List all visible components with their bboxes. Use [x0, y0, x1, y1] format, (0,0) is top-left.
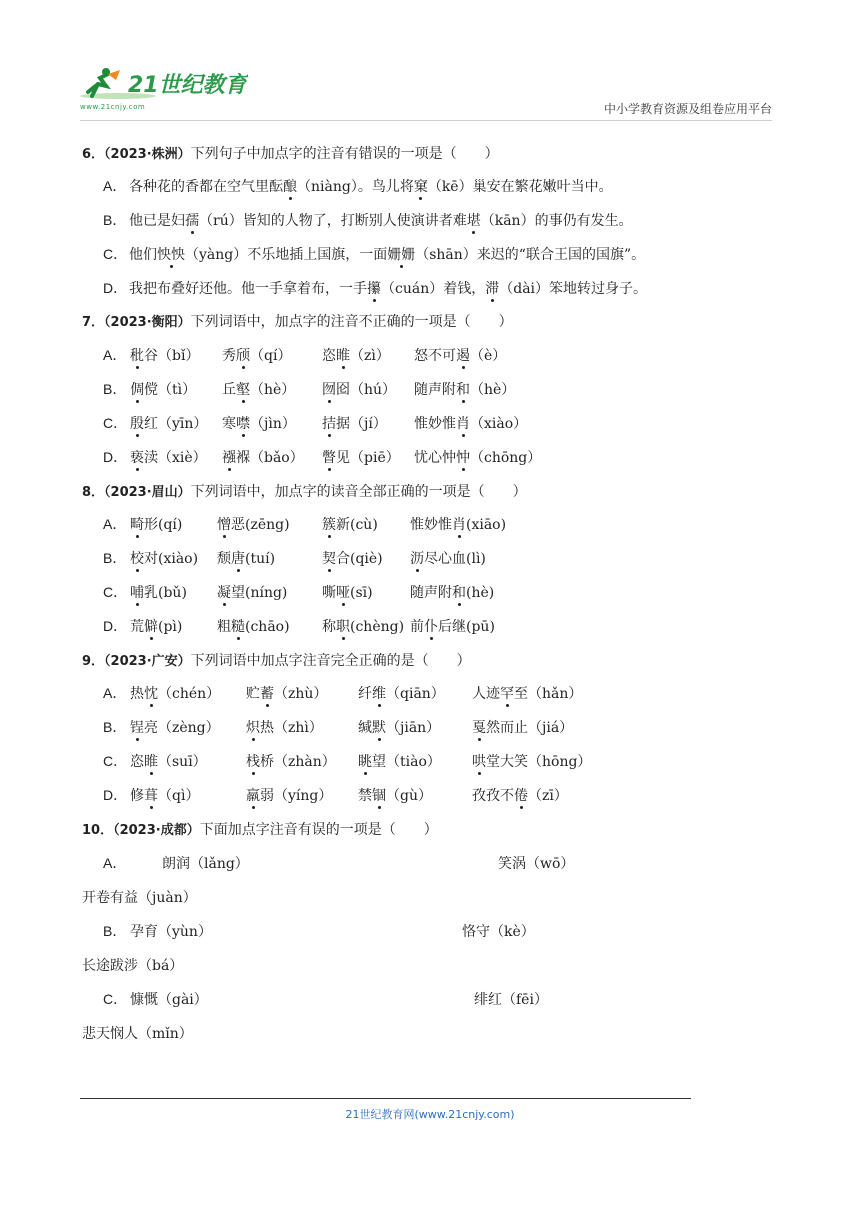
dotted-char: 遏 — [456, 345, 470, 365]
dotted-char: 秕 — [130, 345, 144, 365]
dotted-char: 亵 — [130, 447, 144, 467]
question-number: 6． — [82, 147, 105, 162]
word-option — [414, 345, 506, 365]
dotted-char: 戛 — [472, 717, 486, 737]
text: 傥（tì） — [144, 382, 197, 398]
word-option — [222, 379, 295, 399]
option-label: B． — [103, 550, 127, 566]
text: （kē）巢安在繁花嫩叶当中。 — [427, 179, 613, 195]
header-divider — [80, 120, 772, 121]
q6-option-c[interactable] — [103, 244, 645, 264]
dotted-char: 攥 — [367, 278, 381, 298]
q6-option-d[interactable] — [103, 278, 647, 298]
text: （hè） — [250, 382, 296, 398]
word-option — [358, 717, 440, 737]
text: (chèng) — [350, 619, 405, 635]
dotted-char: 簇 — [322, 514, 336, 534]
text: （jiān） — [386, 720, 441, 736]
question-7 — [82, 311, 513, 331]
q7-option-a[interactable] — [103, 345, 129, 365]
text: （qí） — [250, 348, 292, 364]
runner-logo-icon — [78, 66, 248, 102]
text: （qiān） — [386, 686, 445, 702]
q9-option-d[interactable] — [103, 785, 129, 805]
dotted-char: 堪 — [467, 210, 481, 230]
text: 秀 — [222, 348, 236, 364]
word-option — [217, 616, 290, 636]
dotted-char: 襁 — [222, 447, 236, 467]
q10-b-word-1: 孕育（yùn） — [130, 924, 212, 940]
dotted-char: 壑 — [236, 379, 250, 399]
text: 惟妙惟 — [410, 517, 452, 533]
q6-option-a[interactable] — [103, 176, 613, 196]
q10-c-word-3: 悲天悯人（mǐn） — [82, 1026, 193, 1042]
dotted-char: 畸 — [130, 514, 144, 534]
text: 热 — [130, 686, 144, 702]
q8-option-b[interactable] — [103, 548, 129, 568]
question-number: 7． — [82, 315, 105, 330]
q9-option-c[interactable] — [103, 751, 129, 771]
q9-option-b[interactable] — [103, 717, 129, 737]
q10-c-word-1: 慷慨（gài） — [130, 992, 208, 1008]
q10-option-b[interactable] — [103, 921, 129, 941]
text: 我把布叠好还他。他一手拿着布，一手 — [129, 281, 367, 297]
dotted-char: 哺 — [130, 582, 144, 602]
dotted-char: 拮 — [322, 413, 336, 433]
dotted-char: 锃 — [130, 717, 144, 737]
option-label: B． — [103, 719, 127, 735]
dotted-char: 噤 — [236, 413, 250, 433]
question-stem: 下面加点字注音有误的一项是（ ） — [199, 822, 438, 838]
text: （zī） — [528, 788, 568, 804]
option-label: B． — [103, 923, 127, 939]
dotted-char: 姗姗 — [387, 244, 415, 264]
word-option — [358, 683, 445, 703]
text: (sī) — [350, 585, 373, 601]
word-option — [472, 751, 591, 771]
dotted-char: 糙 — [231, 616, 245, 636]
text: 尽心血(lì) — [424, 551, 486, 567]
word-option — [130, 345, 199, 365]
text: 形(qí) — [144, 517, 183, 533]
word-option — [130, 413, 207, 433]
text: 囵（hú） — [336, 382, 397, 398]
q8-option-a[interactable] — [103, 514, 129, 534]
dotted-char: 倜 — [130, 379, 144, 399]
dotted-char: 肖 — [452, 514, 466, 534]
text: 望（tiào） — [372, 754, 441, 770]
text: （suī） — [158, 754, 207, 770]
question-number: 9． — [82, 654, 105, 669]
text: （è） — [470, 348, 507, 364]
option-label: A． — [103, 347, 127, 363]
dotted-char: 炽 — [246, 717, 260, 737]
text: （jìn） — [250, 416, 296, 432]
word-option — [410, 616, 495, 636]
word-option — [472, 785, 568, 805]
question-source: （2023·眉山） — [104, 485, 191, 500]
word-option — [217, 582, 287, 602]
question-source: （2023·株洲） — [104, 147, 191, 162]
dotted-char: 颀 — [236, 345, 250, 365]
dotted-char: 契 — [322, 548, 336, 568]
word-option — [322, 548, 383, 568]
option-label: C． — [103, 753, 128, 769]
q10-option-c[interactable] — [103, 989, 129, 1009]
text: 孜孜不 — [472, 788, 514, 804]
question-stem: 下列句子中加点字的注音有错误的一项是（ ） — [190, 146, 499, 162]
text: 乳(bǔ) — [144, 585, 187, 601]
q10-c-word-2: 绯红（fēi） — [474, 992, 548, 1008]
q9-option-a[interactable] — [103, 683, 129, 703]
q10-b-word-2: 恪守（kè） — [462, 924, 535, 940]
dotted-char: 忡 — [456, 447, 470, 467]
dotted-char: 怏怏 — [157, 244, 185, 264]
word-option — [130, 447, 207, 467]
dotted-char: 羸 — [246, 785, 260, 805]
option-label: D． — [103, 280, 128, 296]
question-stem: 下列词语中加点字注音完全正确的是（ ） — [190, 653, 471, 669]
word-option — [410, 582, 494, 602]
text: (hè) — [466, 585, 495, 601]
dotted-char: 蓄 — [260, 683, 274, 703]
word-option — [414, 379, 515, 399]
dotted-char: 仆 — [424, 616, 438, 636]
dotted-char: 沥 — [410, 548, 424, 568]
text: 对(xiào) — [144, 551, 199, 567]
dotted-char: 锢 — [372, 785, 386, 805]
text: 称 — [322, 619, 336, 635]
question-8 — [82, 481, 527, 501]
word-option — [222, 413, 296, 433]
word-option — [322, 582, 373, 602]
dotted-char: 窠 — [414, 176, 428, 196]
dotted-char: 眺 — [358, 751, 372, 771]
q10-option-a[interactable] — [103, 853, 129, 873]
dotted-char: 哑 — [336, 582, 350, 602]
text: 至（hǎn） — [514, 686, 583, 702]
question-9 — [82, 650, 471, 670]
text: （chōng） — [470, 450, 542, 466]
text: 合(qiè) — [336, 551, 383, 567]
text: 谷（bǐ） — [144, 348, 200, 364]
option-label: D． — [103, 449, 128, 465]
text: 桥（zhàn） — [260, 754, 336, 770]
option-label: D． — [103, 618, 128, 634]
text: 缄 — [358, 720, 372, 736]
text: （kān）的事仍有发生。 — [480, 213, 633, 229]
footer-divider — [80, 1098, 691, 1099]
word-option — [472, 683, 582, 703]
word-option — [410, 548, 486, 568]
text: （niàng）。鸟儿将 — [297, 179, 414, 195]
text: 各种花的香都在空气里酝 — [129, 179, 283, 195]
question-source: （2023·成都） — [113, 823, 200, 838]
text: 渎（xiè） — [144, 450, 207, 466]
q10-b-word-3: 长途跋涉（bá） — [82, 958, 184, 974]
text: 粗 — [217, 619, 231, 635]
text: 修 — [130, 788, 144, 804]
text: (xiāo) — [466, 517, 507, 533]
dotted-char: 瞥 — [322, 447, 336, 467]
text: （cuán）着钱， — [381, 281, 486, 297]
text: 人迹 — [472, 686, 500, 702]
text: 恣 — [130, 754, 144, 770]
dotted-char: 孺 — [185, 210, 199, 230]
footer-link[interactable]: 21世纪教育网(www.21cnjy.com) — [345, 1108, 515, 1121]
question-source: （2023·衡阳） — [104, 315, 191, 330]
text: 堂大笑（hōng） — [486, 754, 592, 770]
text: 他已是妇 — [129, 213, 185, 229]
text: （chén） — [158, 686, 221, 702]
word-option — [217, 514, 290, 534]
dotted-char: 哄 — [472, 751, 486, 771]
dotted-char: 罕 — [500, 683, 514, 703]
dotted-char: 凝 — [217, 582, 231, 602]
q7-option-c[interactable] — [103, 413, 129, 433]
text: 然而止（jiá） — [486, 720, 574, 736]
word-option — [322, 413, 387, 433]
text: （dài）笨地转过身子。 — [499, 281, 648, 297]
text: 纤 — [358, 686, 372, 702]
text: 寒 — [222, 416, 236, 432]
option-label: A． — [103, 178, 127, 194]
word-option — [410, 514, 506, 534]
dotted-char: 肖 — [456, 413, 470, 433]
word-option — [130, 548, 198, 568]
dotted-char: 唐 — [231, 548, 245, 568]
q10-a-word-2: 笑涡（wō） — [498, 856, 575, 872]
question-number: 10． — [82, 823, 114, 838]
option-label: B． — [103, 212, 127, 228]
dotted-char: 倦 — [514, 785, 528, 805]
word-option — [130, 785, 199, 805]
word-option — [246, 683, 327, 703]
option-label: B． — [103, 381, 127, 397]
option-label: A． — [103, 685, 127, 701]
word-option — [130, 582, 187, 602]
word-option — [246, 785, 332, 805]
text: 荒 — [130, 619, 144, 635]
text: （xiào） — [470, 416, 528, 432]
q8-option-d[interactable] — [103, 616, 129, 636]
word-option — [130, 717, 220, 737]
question-6 — [82, 143, 499, 163]
dotted-char: 憎 — [217, 514, 231, 534]
text: (pì) — [158, 619, 183, 635]
text: 怒不可 — [414, 348, 456, 364]
word-option — [222, 345, 291, 365]
text: （yàng）不乐地插上国旗，一面 — [185, 247, 388, 263]
text: 新(cù) — [336, 517, 378, 533]
question-source: （2023·广安） — [104, 654, 191, 669]
option-label: C． — [103, 584, 128, 600]
question-10 — [82, 819, 438, 839]
dotted-char: 校 — [130, 548, 144, 568]
word-option — [358, 785, 432, 805]
text: 恶(zēng) — [231, 517, 290, 533]
svg-text:21世纪教育: 21世纪教育 — [128, 73, 247, 98]
word-option — [414, 413, 527, 433]
word-option — [322, 514, 378, 534]
text: 望(níng) — [231, 585, 288, 601]
text: 弱（yíng） — [260, 788, 333, 804]
text: 禁 — [358, 788, 372, 804]
word-option — [217, 548, 275, 568]
option-label: C． — [103, 415, 128, 431]
question-stem: 下列词语中，加点字的注音不正确的一项是（ ） — [190, 314, 513, 330]
word-option — [130, 683, 220, 703]
text: （zì） — [350, 348, 390, 364]
q7-option-b[interactable] — [103, 379, 129, 399]
option-label: A． — [103, 855, 127, 871]
dotted-char: 默 — [372, 717, 386, 737]
dotted-char: 和 — [452, 582, 466, 602]
dotted-char: 酿 — [283, 176, 297, 196]
dotted-char: 殷 — [130, 413, 144, 433]
text: 随声附 — [414, 382, 456, 398]
text: （qì） — [158, 788, 200, 804]
word-option — [322, 379, 396, 399]
word-option — [246, 717, 323, 737]
text: （zhù） — [274, 686, 328, 702]
option-label: C． — [103, 991, 128, 1007]
option-label: C． — [103, 246, 128, 262]
option-label: D． — [103, 787, 128, 803]
dotted-char: 栈 — [246, 751, 260, 771]
word-option — [358, 751, 441, 771]
word-option — [322, 447, 400, 467]
text: 丘 — [222, 382, 236, 398]
dotted-char: 和 — [456, 379, 470, 399]
text: 前 — [410, 619, 424, 635]
text: 随声附 — [410, 585, 452, 601]
text: 贮 — [246, 686, 260, 702]
q10-a-word-3: 开卷有益（juàn） — [82, 890, 197, 906]
word-option — [130, 751, 207, 771]
text: 见（piē） — [336, 450, 400, 466]
q10-a-word-1: 朗润（lǎng） — [162, 856, 249, 872]
word-option — [130, 514, 182, 534]
header-platform-name: 中小学教育资源及组卷应用平台 — [603, 102, 772, 116]
text: 嘶 — [322, 585, 336, 601]
text: 亮（zèng） — [144, 720, 220, 736]
word-option — [222, 447, 304, 467]
text: (tuí) — [245, 551, 276, 567]
dotted-char: 忱 — [144, 683, 158, 703]
word-option — [130, 616, 182, 636]
word-option — [414, 447, 541, 467]
word-option — [322, 345, 390, 365]
word-option — [322, 616, 404, 636]
dotted-char: 维 — [372, 683, 386, 703]
logo-url: www.21cnjy.com — [80, 103, 146, 111]
dotted-char: 职 — [336, 616, 350, 636]
text: 他们 — [129, 247, 157, 263]
dotted-char: 囫 — [322, 379, 336, 399]
text: 忧心忡 — [414, 450, 456, 466]
text: 恣 — [322, 348, 336, 364]
text: （hè） — [470, 382, 516, 398]
dotted-char: 睢 — [144, 751, 158, 771]
dotted-char: 睢 — [336, 345, 350, 365]
question-number: 8． — [82, 485, 105, 500]
q6-option-b[interactable] — [103, 210, 633, 230]
text: 颓 — [217, 551, 231, 567]
text: （gù） — [386, 788, 432, 804]
text: (chāo) — [245, 619, 290, 635]
question-stem: 下列词语中，加点字的读音全部正确的一项是（ ） — [190, 484, 527, 500]
dotted-char: 滞 — [485, 278, 499, 298]
text: 据（jí） — [336, 416, 387, 432]
dotted-char: 僻 — [144, 616, 158, 636]
word-option — [472, 717, 573, 737]
option-label: A． — [103, 516, 127, 532]
text: （rú）皆知的人物了，打断别人使演讲者难 — [199, 213, 467, 229]
text: 惟妙惟 — [414, 416, 456, 432]
text: 褓（bǎo） — [236, 450, 304, 466]
text: （shān）来迟的“联合王国的国旗”。 — [415, 247, 646, 263]
q7-option-d[interactable] — [103, 447, 129, 467]
word-option — [246, 751, 336, 771]
text: 后继(pū) — [438, 619, 495, 635]
q8-option-c[interactable] — [103, 582, 129, 602]
word-option — [130, 379, 196, 399]
text: 热（zhì） — [260, 720, 323, 736]
dotted-char: 葺 — [144, 785, 158, 805]
text: 红（yīn） — [144, 416, 208, 432]
